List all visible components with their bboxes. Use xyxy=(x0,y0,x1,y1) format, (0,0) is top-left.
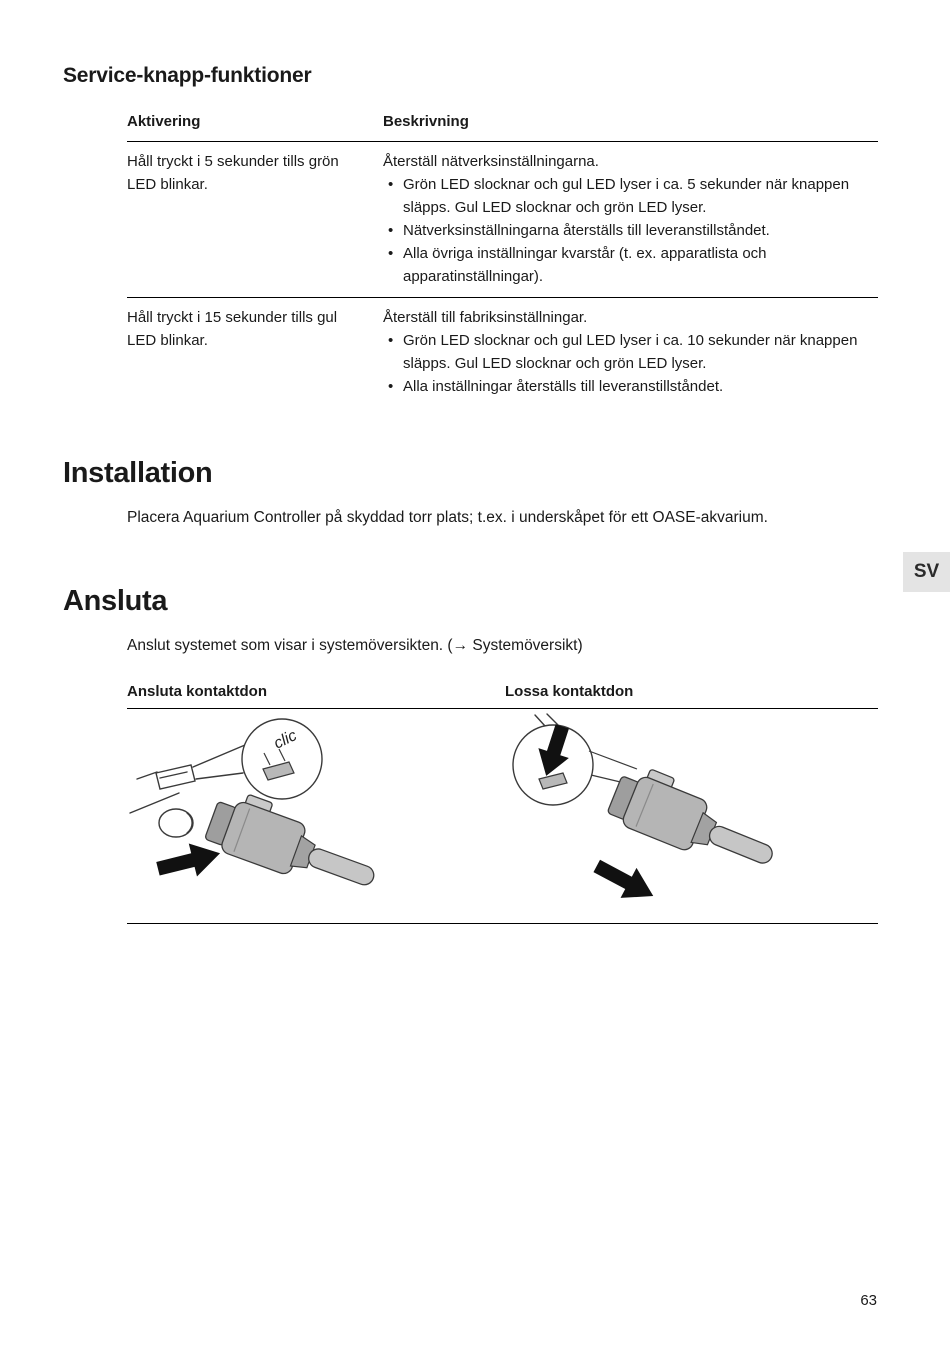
description-cell xyxy=(383,306,878,398)
clic-label: clic xyxy=(271,727,300,753)
figure-header-release: Lossa kontaktdon xyxy=(505,683,634,700)
bullet-list xyxy=(383,329,878,398)
bullet-list xyxy=(383,173,878,288)
connect-connector-illustration xyxy=(127,713,502,918)
connect-connector-figure xyxy=(127,713,505,919)
installation-paragraph: Placera Aquarium Controller på skyddad torr plats; t.ex. i underskåpet för ett OASE-akvarium. xyxy=(127,509,768,526)
connect-paragraph: Anslut systemet som visar i systemöversikten. (→ Systemöversikt) xyxy=(127,637,583,654)
bullet-item: • Alla inställningar återställs till leveranstillståndet. xyxy=(383,375,878,398)
release-arrow-icon xyxy=(589,851,661,911)
service-section-title: Service-knapp-funktioner xyxy=(63,64,312,87)
figure-row xyxy=(127,709,878,924)
connector-figure-table xyxy=(127,683,878,924)
release-connector-figure xyxy=(505,713,880,919)
connect-section-title: Ansluta xyxy=(63,585,168,617)
bullet-item: • Nätverksinställningarna återställs till leveranstillståndet. xyxy=(383,219,878,242)
description-cell xyxy=(383,150,878,288)
activation-cell: Håll tryckt i 15 sekunder tills gul LED blinkar. xyxy=(127,309,338,349)
table-header-aktivering: Aktivering xyxy=(127,113,201,130)
connector-plug xyxy=(202,785,385,903)
insert-arrow-icon xyxy=(154,837,224,885)
page-number: 63 xyxy=(860,1292,877,1309)
installation-section-title: Installation xyxy=(63,457,213,489)
clic-magnifier xyxy=(242,719,322,799)
language-tab: SV xyxy=(903,552,950,592)
description-intro: Återställ nätverksinställningarna. xyxy=(383,153,599,170)
bullet-item: • Alla övriga inställningar kvarstår (t. ex. apparatlista och apparatinställningar). xyxy=(383,242,878,288)
bullet-item: • Grön LED slocknar och gul LED lyser i ca. 10 sekunder när knappen släpps. Gul LED slocknar och grön LED lyser. xyxy=(383,329,878,375)
description-intro: Återställ till fabriksinställningar. xyxy=(383,309,588,326)
table-header-row xyxy=(127,110,878,142)
release-connector-illustration xyxy=(505,713,880,918)
connector-plug xyxy=(605,760,785,882)
table-header-beskrivning: Beskrivning xyxy=(383,113,469,130)
table-row xyxy=(127,142,878,298)
service-button-table xyxy=(127,110,878,407)
figure-header-connect: Ansluta kontaktdon xyxy=(127,683,268,700)
table-row xyxy=(127,298,878,407)
figure-header-row xyxy=(127,683,878,709)
bullet-item: • Grön LED slocknar och gul LED lyser i ca. 5 sekunder när knappen släpps. Gul LED slocknar och grön LED lyser. xyxy=(383,173,878,219)
activation-cell: Håll tryckt i 5 sekunder tills grön LED blinkar. xyxy=(127,153,339,193)
